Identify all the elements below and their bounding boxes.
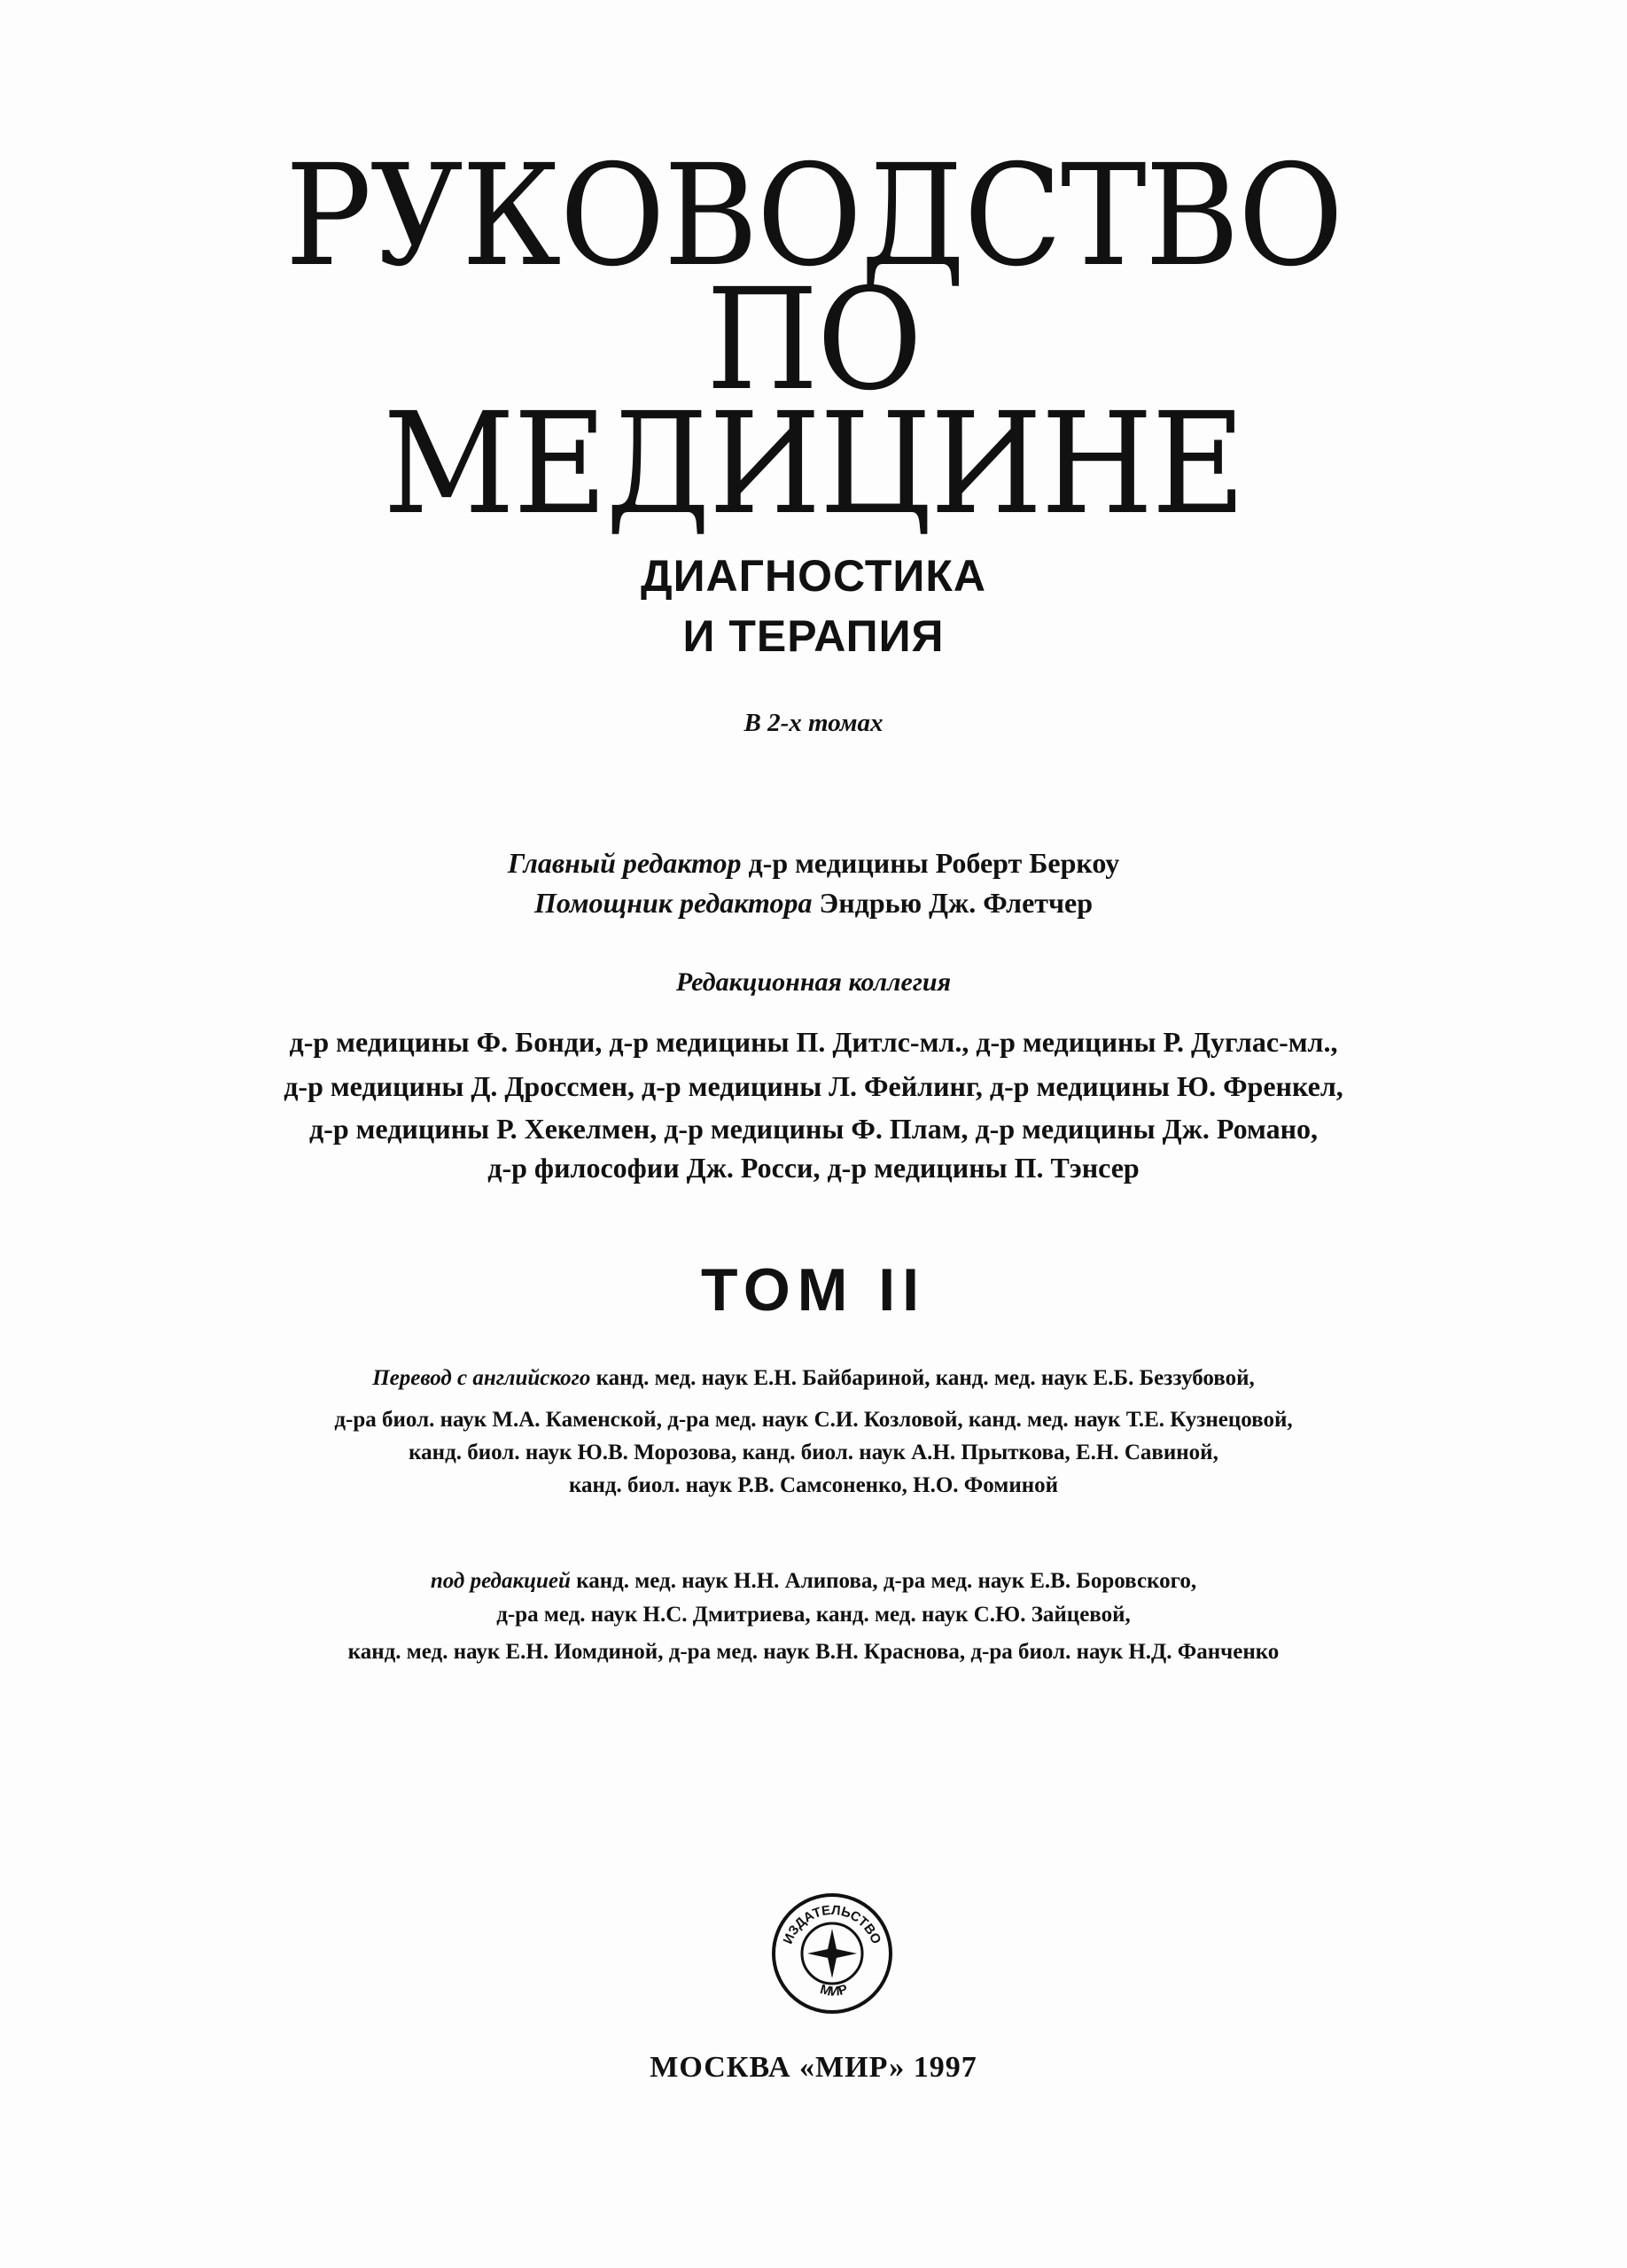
book-title-line-2: ПО [705, 259, 922, 422]
volume-number: ТОМ II [700, 1256, 927, 1324]
translators-line [0, 1367, 1627, 1389]
subtitle-line-2: И ТЕРАПИЯ [682, 611, 945, 661]
imprint: МОСКВА «МИР» 1997 [650, 2051, 977, 2084]
emblem-text-top: ИЗДАТЕЛЬСТВО [780, 1902, 884, 1946]
editorial-board-heading: Редакционная коллегия [675, 967, 952, 997]
svg-text:МИР [819, 1982, 850, 2000]
volumes-note: В 2-х томах [743, 709, 884, 737]
chief-editor-role: Главный редактор [507, 847, 742, 879]
scientific-editors-line [0, 1570, 1627, 1592]
translators-line: д-ра биол. наук М.А. Каменской, д-ра мед. наук С.И. Козловой, канд. мед. наук Т.Е. Кузнецовой, [334, 1408, 1293, 1432]
translators-line: канд. биол. наук Ю.В. Морозова, канд. биол. наук А.Н. Прыткова, Е.Н. Савиной, [409, 1441, 1218, 1464]
assistant-editor-name: Эндрью Дж. Флетчер [812, 887, 1094, 919]
chief-editor [0, 849, 1627, 877]
scientific-editors-first: канд. мед. наук Н.Н. Алипова, д-ра мед. наук Е.В. Боровского, [570, 1569, 1197, 1593]
assistant-editor-role: Помощник редактора [533, 887, 813, 919]
editorial-board-line: д-р медицины Р. Хекелмен, д-р медицины Ф. Плам, д-р медицины Дж. Романо, [308, 1113, 1318, 1145]
translators-line: канд. биол. наук Р.В. Самсоненко, Н.О. Фоминой [568, 1473, 1059, 1497]
editorial-board-line: д-р медицины Д. Дроссмен, д-р медицины Л. Фейлинг, д-р медицины Ю. Френкел, [284, 1070, 1343, 1102]
subtitle-line-1: ДИАГНОСТИКА [641, 551, 986, 601]
editorial-board-line: д-р медицины Ф. Бонди, д-р медицины П. Дитлс-мл., д-р медицины Р. Дуглас-мл., [289, 1026, 1338, 1058]
assistant-editor [0, 889, 1627, 917]
translation-label: Перевод с английского [372, 1366, 591, 1390]
publisher-emblem-icon [770, 1891, 894, 2016]
translators-first: канд. мед. наук Е.Н. Байбариной, канд. мед. наук Е.Б. Беззубовой, [590, 1366, 1255, 1390]
chief-editor-name: д-р медицины Роберт Беркоу [741, 847, 1120, 879]
scientific-editors-line: канд. мед. наук Е.Н. Иомдиной, д-ра мед. наук В.Н. Краснова, д-ра биол. наук Н.Д. Фанченко [347, 1640, 1280, 1664]
editorial-board-line: д-р философии Дж. Росси, д-р медицины П. Тэнсер [487, 1152, 1140, 1184]
book-title-line-1: РУКОВОДСТВО [284, 135, 1343, 298]
book-title-line-3: МЕДИЦИНЕ [383, 383, 1244, 546]
scientific-editors-line: д-ра мед. наук Н.С. Дмитриева, канд. мед. наук С.Ю. Зайцевой, [496, 1603, 1131, 1627]
emblem-text-bottom: МИР [818, 1981, 850, 2000]
edited-by-label: под редакцией [430, 1569, 571, 1593]
